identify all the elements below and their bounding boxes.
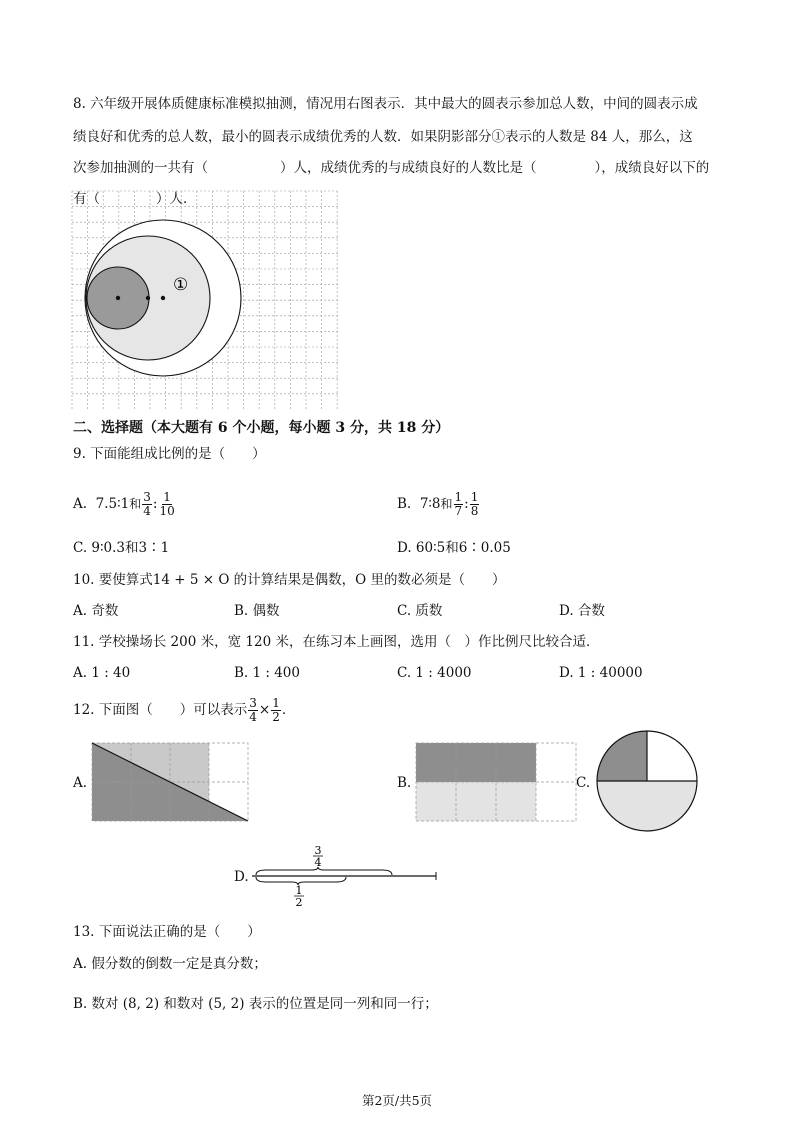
fig-c-dark-quarter bbox=[597, 731, 647, 781]
q9-a-letter: A. bbox=[73, 496, 88, 512]
fig-d-top-den: 4 bbox=[314, 856, 322, 869]
q9-option-d[interactable]: D. 60∶5和6∶0.05 bbox=[397, 540, 511, 556]
q12-frac2: $\frac{1}{2}$ bbox=[272, 695, 280, 724]
region-1-label: ① bbox=[173, 275, 189, 295]
q12-times: × bbox=[258, 702, 271, 718]
q9-a-frac2: $\frac{1}{10}$ bbox=[159, 489, 175, 518]
q11-option-d[interactable]: D. 1 : 40000 bbox=[559, 665, 643, 681]
q9-a-and: 和 bbox=[129, 497, 142, 511]
q11-stem: 11. 学校操场长 200 米，宽 120 米，在练习本上画图，选用（ ）作比例尺比较合适． bbox=[73, 634, 600, 650]
q12-option-a-label[interactable]: A. bbox=[73, 775, 88, 791]
q10-option-c[interactable]: C. 质数 bbox=[397, 603, 443, 619]
q9-b-letter: B. bbox=[397, 496, 412, 512]
q11-option-a[interactable]: A. 1 : 40 bbox=[73, 665, 131, 681]
fig-d-bottom-den: 2 bbox=[295, 896, 303, 909]
q9-b-frac2: $\frac{1}{8}$ bbox=[470, 489, 479, 518]
q8-text-line2: 绩良好和优秀的总人数，最小的圆表示成绩优秀的人数．如果阴影部分①表示的人数是 84 人，那么，这 bbox=[73, 129, 693, 145]
q9-b-colon: : bbox=[464, 496, 469, 512]
q12-tail: ． bbox=[281, 702, 296, 718]
q8-part-c: ），成绩良好以下的 bbox=[594, 160, 710, 176]
q10-option-a[interactable]: A. 奇数 bbox=[73, 603, 119, 619]
q9-b-and: 和 bbox=[440, 497, 453, 511]
center-dot-small bbox=[116, 296, 120, 300]
q13-option-a[interactable]: A. 假分数的倒数一定是真分数； bbox=[73, 956, 267, 972]
q12-figure-c[interactable] bbox=[596, 730, 698, 832]
q12-frac1: $\frac{3}{4}$ bbox=[249, 695, 257, 724]
q9-a-colon: : bbox=[152, 496, 158, 512]
page-footer: 第2页/共5页 bbox=[361, 1093, 433, 1108]
q8-text-line3 bbox=[73, 158, 709, 178]
fig-b-dark-row bbox=[416, 743, 536, 782]
q9-a-frac1: $\frac{3}{4}$ bbox=[143, 489, 151, 518]
center-dot-large bbox=[161, 296, 165, 300]
q8-circle-figure bbox=[72, 191, 338, 409]
q9-option-a[interactable] bbox=[73, 484, 177, 524]
q10-option-b[interactable]: B. 偶数 bbox=[234, 603, 280, 619]
q9-a-ratio: 7.5∶1 bbox=[95, 496, 130, 512]
q8-part-d: 有（ bbox=[73, 191, 100, 207]
section2-title: 二、选择题（本大题有 6 个小题，每小题 3 分，共 18 分） bbox=[73, 420, 450, 436]
q12-stem-text: 12. 下面图（ ）可以表示 bbox=[73, 702, 248, 718]
fig-c-light-half bbox=[597, 781, 697, 831]
fig-d-bottom-num: 1 bbox=[295, 884, 303, 897]
q12-stem bbox=[73, 691, 295, 729]
q12-option-c-label[interactable]: C. bbox=[576, 775, 591, 791]
q12-option-b-label[interactable]: B. bbox=[397, 775, 412, 791]
q12-figure-d[interactable] bbox=[252, 844, 442, 909]
q9-option-b[interactable] bbox=[397, 484, 480, 524]
q12-figure-b[interactable] bbox=[416, 743, 576, 821]
q13-stem: 13. 下面说法正确的是（ ） bbox=[73, 924, 261, 940]
q10-stem: 10. 要使算式14 + 5 × O 的计算结果是偶数，O 里的数必须是（ ） bbox=[73, 572, 506, 588]
q9-b-ratio: 7∶8 bbox=[419, 496, 441, 512]
q13-option-b[interactable]: B. 数对 (8, 2) 和数对 (5, 2) 表示的位置是同一列和同一行； bbox=[73, 996, 438, 1012]
q8-part-b: ）人，成绩优秀的与成绩良好的人数比是（ bbox=[280, 160, 537, 176]
q8-part-e: ）人． bbox=[156, 191, 197, 207]
center-dot-middle bbox=[146, 296, 150, 300]
q8-text-line1: 8. 六年级开展体质健康标准模拟抽测，情况用右图表示．其中最大的圆表示参加总人数，中间的圆表示成 bbox=[73, 96, 698, 112]
q9-stem: 9. 下面能组成比例的是（ ） bbox=[73, 446, 266, 462]
q12-option-d-label[interactable]: D. bbox=[234, 869, 249, 885]
q12-figure-a[interactable] bbox=[92, 743, 248, 821]
q11-option-b[interactable]: B. 1 : 400 bbox=[234, 665, 300, 681]
q9-b-frac1: $\frac{1}{7}$ bbox=[454, 489, 463, 518]
q10-option-d[interactable]: D. 合数 bbox=[559, 603, 605, 619]
q11-option-c[interactable]: C. 1 : 4000 bbox=[397, 665, 472, 681]
fig-d-top-brace bbox=[256, 867, 392, 875]
q8-part-a: 次参加抽测的一共有（ bbox=[73, 160, 208, 176]
q9-option-c[interactable]: C. 9∶0.3和3∶1 bbox=[73, 540, 170, 556]
fig-b-light-row bbox=[416, 782, 536, 821]
fig-d-top-num: 3 bbox=[314, 844, 322, 857]
